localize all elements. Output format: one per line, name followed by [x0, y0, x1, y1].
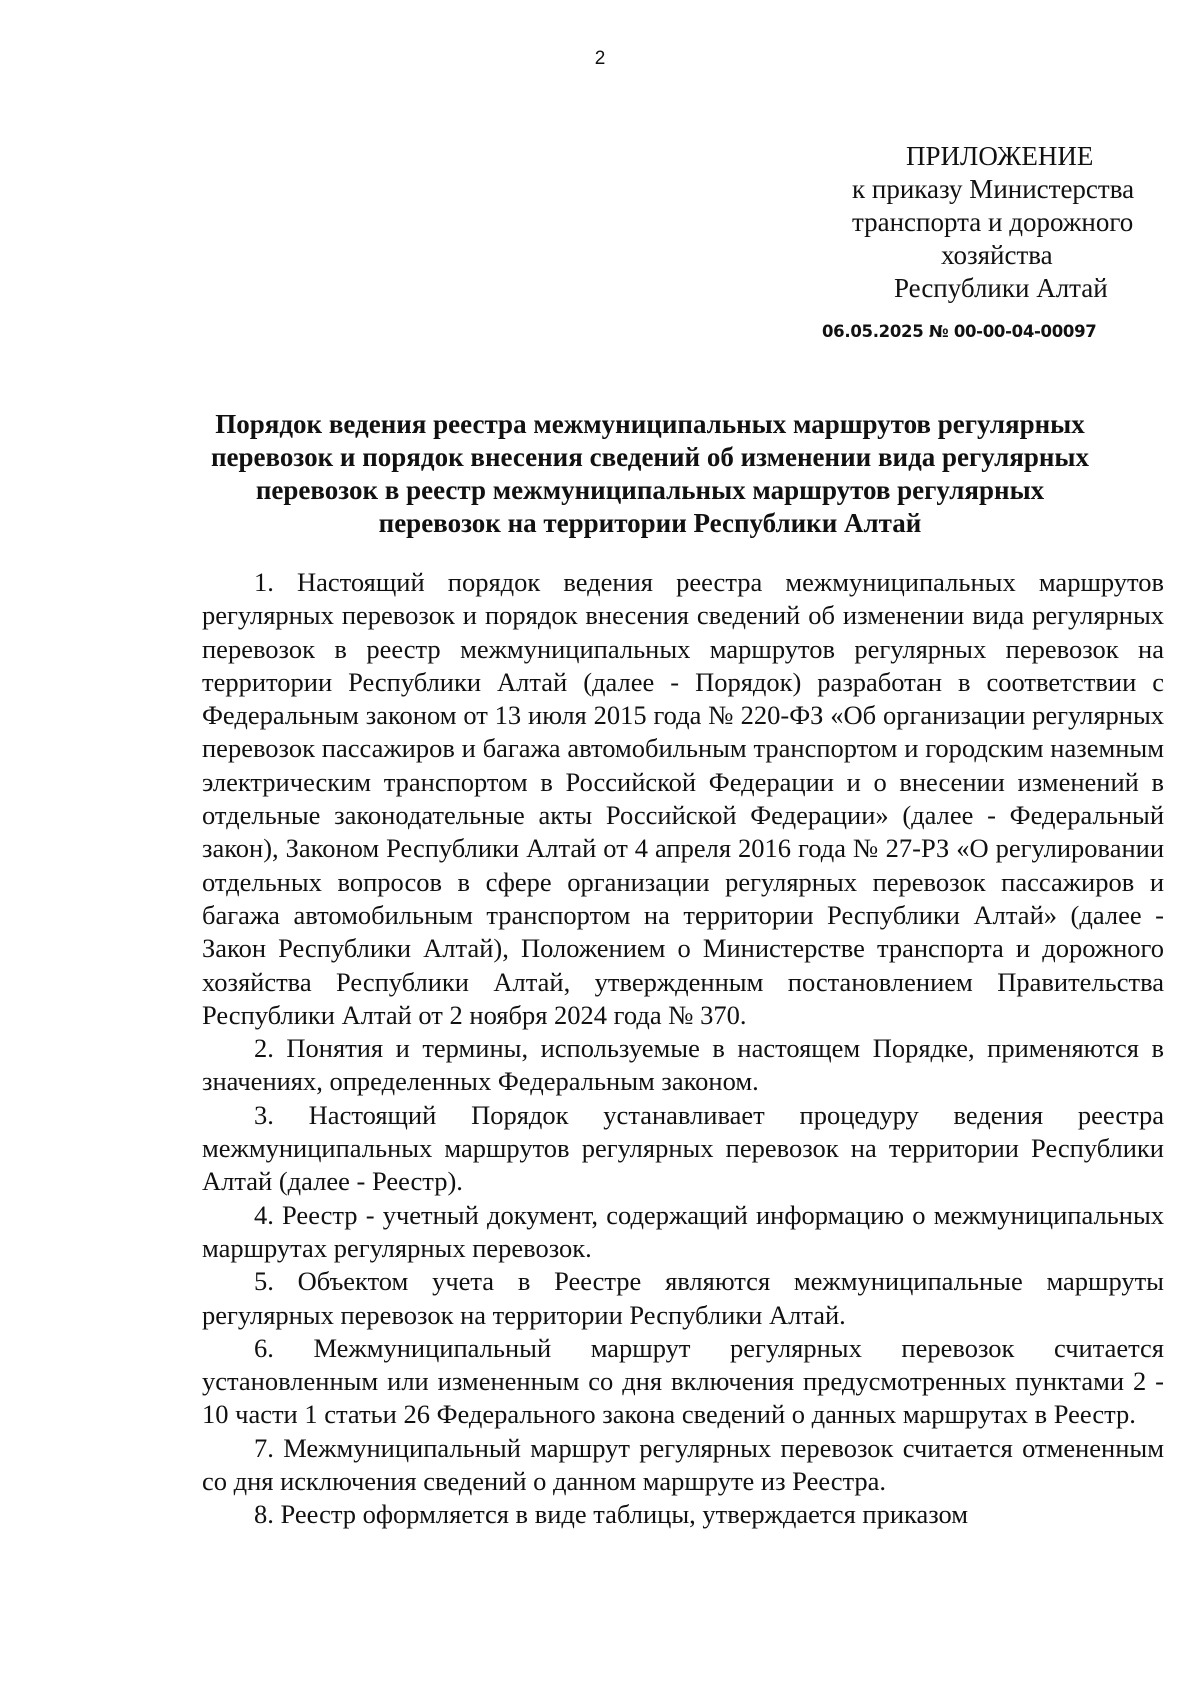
paragraph-2: 2. Понятия и термины, используемые в настоящем Порядке, применяются в значениях, определенных Федеральным законом.	[202, 1033, 1164, 1097]
title-line: перевозок в реестр межмуниципальных маршрутов регулярных	[255, 475, 1045, 505]
appendix-heading: ПРИЛОЖЕНИЕ	[906, 141, 1094, 171]
paragraph-6: 6. Межмуниципальный маршрут регулярных перевозок считается установленным или измененным со дня включения предусмотренных пунктами 2 - 10 части 1 статьи 26 Федерального закона сведений о данных маршрутах в Реестр.	[202, 1332, 1164, 1430]
order-date-number: 06.05.2025 № 00-00-04-00097	[822, 322, 1097, 341]
paragraph-4: 4. Реестр - учетный документ, содержащий информацию о межмуниципальных маршрутах регулярных перевозок.	[202, 1199, 1164, 1263]
document-body	[202, 566, 1164, 1532]
paragraph-7: 7. Межмуниципальный маршрут регулярных перевозок считается отмененным со дня исключения сведений о данном маршруте из Реестра.	[202, 1432, 1164, 1497]
paragraph-5: 5. Объектом учета в Реестре являются межмуниципальные маршруты регулярных перевозок на территории Республики Алтай.	[202, 1266, 1164, 1330]
document-title	[150, 408, 1150, 540]
title-line: перевозок на территории Республики Алтай	[378, 508, 922, 538]
paragraph-3: 3. Настоящий Порядок устанавливает процедуру ведения реестра межмуниципальных маршрутов регулярных перевозок на территории Республики Алтай (далее - Реестр).	[202, 1099, 1164, 1197]
appendix-line: Республики Алтай	[894, 273, 1108, 303]
title-line: перевозок и порядок внесения сведений об изменении вида регулярных	[210, 442, 1089, 472]
appendix-block	[820, 140, 1140, 305]
title-line: Порядок ведения реестра межмуниципальных маршрутов регулярных	[215, 409, 1085, 439]
appendix-line: хозяйства	[941, 240, 1053, 270]
appendix-line: транспорта и дорожного	[852, 207, 1134, 237]
paragraph-1: 1. Настоящий порядок ведения реестра межмуниципальных маршрутов регулярных перевозок и порядок внесения сведений об изменении вида регулярных перевозок в реестр межмуниципальных маршрутов регулярных перевозок на территории Республики Алтай (далее - Порядок) разработан в соответствии с Федеральным законом от 13 июля 2015 года № 220-ФЗ «Об организации регулярных перевозок пассажиров и багажа автомобильным транспортом и городским наземным электрическим транспортом в Российской Федерации и о внесении изменений в отдельные законодательные акты Российской Федерации» (далее - Федеральный закон), Законом Республики Алтай от 4 апреля 2016 года № 27-РЗ «О регулировании отдельных вопросов в сфере организации регулярных перевозок пассажиров и багажа автомобильным транспортом на территории Республики Алтай» (далее - Закон Республики Алтай), Положением о Министерстве транспорта и дорожного хозяйства Республики Алтай, утвержденным постановлением Правительства Республики Алтай от 2 ноября 2024 года № 370.	[202, 567, 1164, 1030]
appendix-line: к приказу Министерства	[852, 174, 1135, 204]
page-number: 2	[594, 48, 606, 69]
paragraph-8: 8. Реестр оформляется в виде таблицы, утверждается приказом	[254, 1499, 969, 1530]
